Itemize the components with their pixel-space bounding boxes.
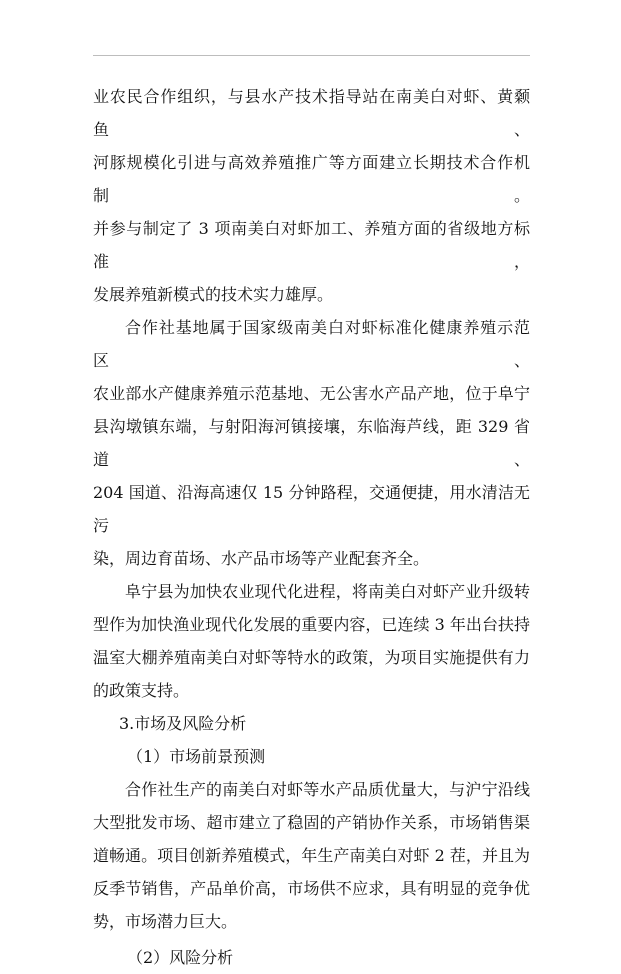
text-line: 合作社基地属于国家级南美白对虾标准化健康养殖示范区、 bbox=[93, 318, 530, 370]
text-line: 县沟墩镇东端，与射阳海河镇接壤，东临海芦线，距 329 省道、 bbox=[93, 417, 530, 469]
paragraph-policy-support bbox=[93, 575, 530, 707]
section-heading: 3.市场及风险分析 bbox=[119, 714, 247, 733]
text-line: 温室大棚养殖南美白对虾等特水的政策，为项目实施提供有力 bbox=[93, 648, 530, 667]
text-line: 道畅通。项目创新养殖模式，年生产南美白对虾 2 茬，并且为 bbox=[93, 846, 530, 865]
text-line: 并参与制定了 3 项南美白对虾加工、养殖方面的省级地方标准， bbox=[93, 219, 530, 271]
text-line: 型作为加快渔业现代化发展的重要内容，已连续 3 年出台扶持 bbox=[93, 615, 530, 634]
paragraph-base-location bbox=[93, 311, 530, 575]
text-line: 大型批发市场、超市建立了稳固的产销协作关系，市场销售渠 bbox=[93, 813, 530, 832]
page-header-rule bbox=[93, 55, 530, 56]
text-line: 阜宁县为加快农业现代化进程，将南美白对虾产业升级转 bbox=[125, 582, 530, 601]
text-line: 204 国道、沿海高速仅 15 分钟路程，交通便捷，用水清洁无污 bbox=[93, 483, 530, 535]
text-line: 合作社生产的南美白对虾等水产品质优量大，与沪宁沿线 bbox=[125, 780, 530, 799]
text-line: 业农民合作组织，与县水产技术指导站在南美白对虾、黄颡鱼、 bbox=[93, 87, 530, 139]
text-line: 农业部水产健康养殖示范基地、无公害水产品产地，位于阜宁 bbox=[93, 384, 530, 403]
subheading-risk-analysis: （2）风险分析 bbox=[127, 948, 234, 967]
text-line: 的政策支持。 bbox=[93, 681, 190, 700]
text-line: 反季节销售，产品单价高，市场供不应求，具有明显的竞争优 bbox=[93, 879, 530, 898]
paragraph-market-outlook bbox=[93, 773, 530, 938]
text-line: 河豚规模化引进与高效养殖推广等方面建立长期技术合作机制。 bbox=[93, 153, 530, 205]
text-line: 势，市场潜力巨大。 bbox=[93, 912, 238, 931]
subheading-market-outlook: （1）市场前景预测 bbox=[127, 747, 266, 766]
paragraph-continuation bbox=[93, 80, 530, 311]
document-body bbox=[93, 80, 530, 974]
text-line: 染，周边育苗场、水产品市场等产业配套齐全。 bbox=[93, 549, 430, 568]
text-line: 发展养殖新模式的技术实力雄厚。 bbox=[93, 285, 334, 304]
